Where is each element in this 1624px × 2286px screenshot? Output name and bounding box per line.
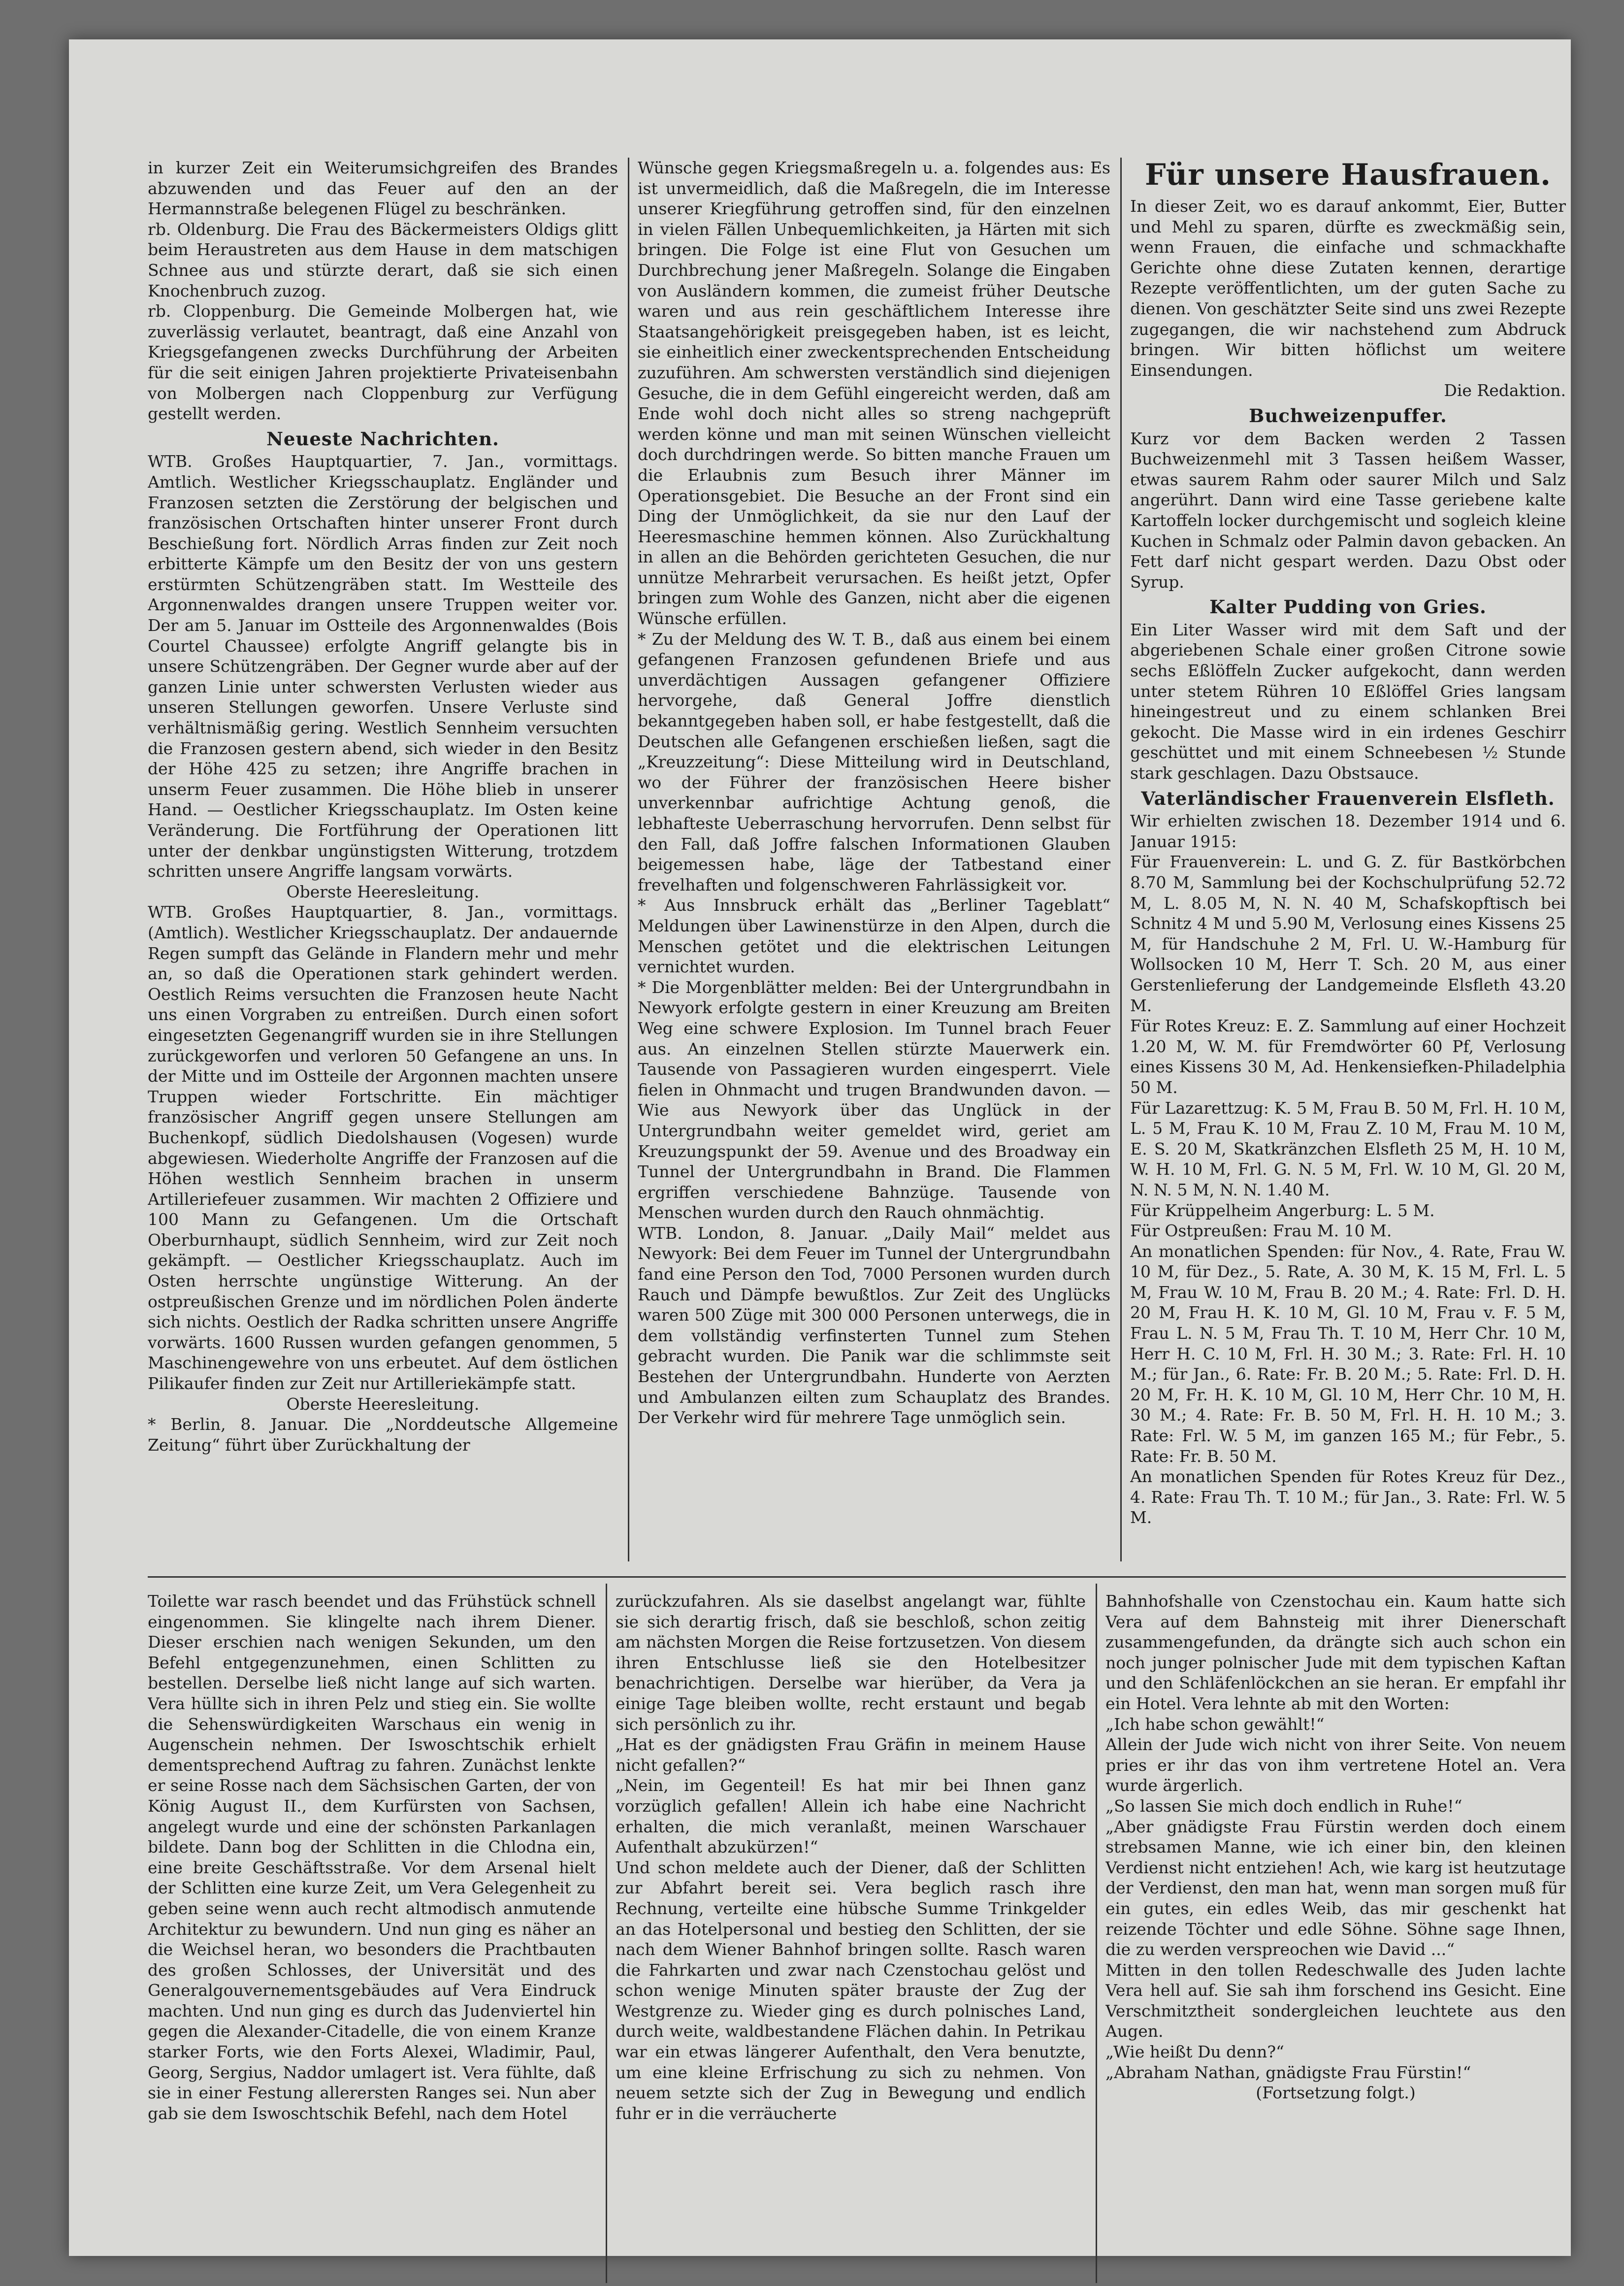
feuilleton-rule-1 bbox=[606, 1584, 607, 2283]
newspaper-page bbox=[148, 158, 1566, 2286]
continuation-note: (Fortsetzung folgt.) bbox=[1256, 2083, 1416, 2103]
top-column-2 bbox=[638, 158, 1110, 1561]
article-paragraph: „Ich habe schon gewählt!“ bbox=[1105, 1714, 1325, 1734]
article-paragraph: * Zu der Meldung des W. T. B., daß aus einem bei einem gefangenen Franzosen gefundenen Briefe und aus unverdächtigen Aussagen gefangener Offiziere hervorgehe, daß General Joffre dienstlich bekanntgegeben haben soll, er habe festgestellt, daß die Deutschen alle Gefangenen erschießen ließen, sagt die „Kreuzzeitung“: Diese Mitteilung wird in Deutschland, wo der Führer der französischen Heere bisher unverkennbar aufrichtige Achtung genoß, die lebhafteste Ueberraschung hervorrufen. Denn selbst für den Fall, daß Joffre falschen Informationen Glauben beigemessen habe, läge der Tatbestand einer frevelhaften und folgenschweren Fahrlässigkeit vor. bbox=[638, 629, 1110, 895]
feuilleton-column-1 bbox=[148, 1591, 596, 2286]
feuilleton-column-2 bbox=[616, 1591, 1086, 2286]
page-section-title: Für unsere Hausfrauen. bbox=[1144, 158, 1552, 192]
article-paragraph: Bahnhofshalle von Czenstochau ein. Kaum hatte sich Vera auf dem Bahnsteig mit ihrer Dienerschaft zusammengefunden, da drängte sich auch schon ein noch junger polnischer Jude mit dem typischen Kaftan und den Schläfenlöckchen an sie heran. Er empfahl ihr ein Hotel. Vera lehnte ab mit den Worten: bbox=[1105, 1591, 1566, 1713]
article-paragraph: Für Ostpreußen: Frau M. 10 M. bbox=[1130, 1221, 1392, 1241]
article-paragraph: rb. Cloppenburg. Die Gemeinde Molbergen hat, wie zuverlässig verlautet, beantragt, daß eine Anzahl von Kriegsgefangenen zwecks Durchführung der Arbeiten für die seit einigen Jahren projektierte Privateisenbahn von Molbergen nach Cloppenburg zur Verfügung gestellt werden. bbox=[148, 301, 618, 424]
article-paragraph: in kurzer Zeit ein Weiterumsichgreifen des Brandes abzuwenden und das Feuer auf den an der Hermannstraße belegenen Flügel zu beschränken. bbox=[148, 158, 618, 219]
feuilleton-rule-2 bbox=[1096, 1584, 1097, 2283]
top-column-3 bbox=[1130, 158, 1566, 1561]
signature-line: Oberste Heeresleitung. bbox=[286, 1394, 480, 1414]
section-heading: Buchweizenpuffer. bbox=[1249, 404, 1447, 427]
top-column-1 bbox=[148, 158, 618, 1561]
section-heading: Vaterländischer Frauenverein Elsfleth. bbox=[1141, 787, 1555, 809]
article-paragraph: WTB. London, 8. Januar. „Daily Mail“ meldet aus Newyork: Bei dem Feuer im Tunnel der Untergrundbahn fand eine Person den Tod, 7000 Personen wurden durch Rauch und Dämpfe bewußtlos. Zur Zeit des Unglücks waren 500 Züge mit 300 000 Personen unterwegs, die in dem vollständig verfinsterten Tunnel zum Stehen gebracht wurden. Die Panik war die schlimmste seit Bestehen der Untergrundbahn. Hunderte von Aerzten und Ambulanzen eilten zum Schauplatz des Brandes. Der Verkehr wird für mehrere Tage unmöglich sein. bbox=[638, 1223, 1110, 1427]
article-paragraph: * Berlin, 8. Januar. Die „Norddeutsche Allgemeine Zeitung“ führt über Zurückhaltung der bbox=[148, 1415, 618, 1455]
article-paragraph: An monatlichen Spenden für Rotes Kreuz für Dez., 4. Rate: Frau Th. T. 10 M.; für Jan., 3. Rate: Frl. W. 5 M. bbox=[1130, 1467, 1566, 1527]
article-paragraph: Für Frauenverein: L. und G. Z. für Bastkörbchen 8.70 M, Sammlung bei der Kochschulprüfung 52.72 M, L. 8.05 M, N. N. 40 M, Schafskopftisch bei Schnitz 4 M und 5.90 M, Verlosung eines Kissens 25 M, für Handschuhe 2 M, Frl. U. W.-Hamburg für Wollsocken 10 M, Herr T. Sch. 20 M, aus einer Gerstenlieferung der Landgemeinde Elsfleth 43.20 M. bbox=[1130, 852, 1566, 1015]
article-paragraph: WTB. Großes Hauptquartier, 7. Jan., vormittags. Amtlich. Westlicher Kriegsschauplatz. Engländer und Franzosen setzten die Zerstörung der belgischen und französischen Ortschaften hinter unserer Front durch Beschießung fort. Nördlich Arras finden zur Zeit noch erbitterte Kämpfe um den Besitz der von uns gestern erstürmten Schützengräben statt. Im Westteile des Argonnenwaldes drangen unsere Truppen weiter vor. Der am 5. Januar im Ostteile des Argonnenwaldes (Bois Courtel Chaussee) erfolgte Angriff gelangte bis in unsere Schützengräben. Der Gegner wurde aber auf der ganzen Linie unter schwersten Verlusten wieder aus unseren Stellungen geworfen. Unsere Verluste sind verhältnismäßig gering. Westlich Sennheim versuchten die Franzosen gestern abend, sich wieder in den Besitz der Höhe 425 zu setzen; ihre Angriffe brachen in unserm Feuer zusammen. Die Höhe blieb in unserer Hand. — Oestlicher Kriegsschauplatz. Im Osten keine Veränderung. Die Fortführung der Operationen litt unter der denkbar ungünstigsten Witterung, trotzdem schritten unsere Angriffe langsam vorwärts. bbox=[148, 452, 618, 881]
article-paragraph: Toilette war rasch beendet und das Frühstück schnell eingenommen. Sie klingelte nach ihrem Diener. Dieser erschien nach wenigen Sekunden, um den Befehl entgegenzunehmen, einen Schlitten zu bestellen. Derselbe ließ nicht lange auf sich warten. Vera hüllte sich in ihren Pelz und stieg ein. Sie wollte die Sehenswürdigkeiten Warschaus ein wenig in Augenschein nehmen. Der Iswoschtschik erhielt dementsprechend Auftrag zu fahren. Zunächst lenkte er seine Rosse nach dem Sächsischen Garten, der von König August II., dem Kurfürsten von Sachsen, angelegt wurde und eine der schönsten Parkanlagen bildete. Dann bog der Schlitten in die Chlodna ein, eine breite Geschäftsstraße. Vor dem Arsenal hielt der Schlitten eine kurze Zeit, um Vera Gelegenheit zu geben seine wenn auch recht altmodisch anmutende Architektur zu bewundern. Und nun ging es näher an die Weichsel heran, wo besonders die Prachtbauten des großen Schlosses, der Universität und des Generalgouvernementsgebäudes auf Vera Eindruck machten. Und nun ging es durch das Judenviertel hin gegen die Alexander-Citadelle, die von einem Kranze starker Forts, wie den Forts Alexei, Wladimir, Paul, Georg, Sergius, Naddor umlagert ist. Vera fühlte, daß sie in einer Festung allerersten Ranges sei. Nun aber gab sie dem Iswoschtschik Befehl, nach dem Hotel bbox=[148, 1591, 596, 2123]
column-rule-1 bbox=[628, 158, 629, 1561]
article-paragraph: „So lassen Sie mich doch endlich in Ruhe!“ bbox=[1105, 1796, 1462, 1816]
feuilleton-column-3 bbox=[1105, 1591, 1566, 2286]
article-paragraph: Kurz vor dem Backen werden 2 Tassen Buchweizenmehl mit 3 Tassen heißem Wasser, etwas saurem Rahm oder saurer Milch und Salz angerührt. Dann wird eine Tasse geriebene kalte Kartoffeln locker durchgemischt und sogleich kleine Kuchen in Schmalz oder Palmin davon gebacken. An Fett darf nicht gespart werden. Dazu Obst oder Syrup. bbox=[1130, 429, 1566, 592]
article-paragraph: „Hat es der gnädigsten Frau Gräfin in meinem Hause nicht gefallen?“ bbox=[616, 1735, 1086, 1775]
article-paragraph: Allein der Jude wich nicht von ihrer Seite. Von neuem pries er ihr das von ihm vertretene Hotel an. Vera wurde ärgerlich. bbox=[1105, 1735, 1566, 1795]
article-paragraph: Wünsche gegen Kriegsmaßregeln u. a. folgendes aus: Es ist unvermeidlich, daß die Maßregeln, die im Interesse unserer Kriegführung getroffen sind, für den einzelnen in vielen Fällen Unbequemlichkeiten, ja Härten mit sich bringen. Die Folge ist eine Flut von Gesuchen um Durchbrechung jener Maßregeln. Solange die Eingaben von Ausländern kommen, die zumeist früher Deutsche waren und aus rein geschäftlichem Interesse ihre Staatsangehörigkeit preisgegeben haben, ist es leicht, sie einheitlich einer zweckentsprechenden Entscheidung zuzuführen. Am schwersten verständlich sind diejenigen Gesuche, die in dem Gefühl eingereicht werden, daß am Ende wohl doch nicht alles so streng nachgeprüft werden könne und man mit seinen Wünschen vielleicht doch durchdringen werde. So bitten manche Frauen um die Erlaubnis zum Besuch ihrer Männer im Operationsgebiet. Die Besuche an der Front sind ein Ding der Unmöglichkeit, da sie nur den Lauf der Heeresmaschine hemmen können. Also Zurückhaltung in allen an die Behörden gerichteten Gesuchen, die nur unnütze Mehrarbeit verursachen. Es heißt jetzt, Opfer bringen zum Wohle des Ganzen, nicht aber die eigenen Wünsche erfüllen. bbox=[638, 158, 1110, 629]
article-paragraph: zurückzufahren. Als sie daselbst angelangt war, fühlte sie sich derartig frisch, daß sie beschloß, schon zeitig am nächsten Morgen die Reise fortzusetzen. Von diesem ihren Entschlusse ließ sie den Hotelbesitzer benachrichtigen. Derselbe war hierüber, da Vera ja einige Tage bleiben wollte, recht erstaunt und begab sich persönlich zu ihr. bbox=[616, 1591, 1086, 1734]
section-heading: Neueste Nachrichten. bbox=[266, 428, 499, 450]
section-heading: Kalter Pudding von Gries. bbox=[1209, 596, 1487, 618]
article-paragraph: „Wie heißt Du denn?“ bbox=[1105, 2042, 1284, 2062]
article-paragraph: * Aus Innsbruck erhält das „Berliner Tageblatt“ Meldungen über Lawinenstürze in den Alpen, durch die Menschen getötet und die elektrischen Leitungen vernichtet wurden. bbox=[638, 895, 1110, 977]
article-paragraph: Für Rotes Kreuz: E. Z. Sammlung auf einer Hochzeit 1.20 M, W. M. für Fremdwörter 60 Pf, Verlosung eines Kissens 30 M, Ad. Henkensiefken-Philadelphia 50 M. bbox=[1130, 1016, 1566, 1097]
section-rule bbox=[148, 1576, 1566, 1578]
article-paragraph: In dieser Zeit, wo es darauf ankommt, Eier, Butter und Mehl zu sparen, dürfte es zweckmäßig sein, wenn Frauen, die einfache und schmackhafte Gerichte ohne diese Zutaten kennen, derartige Rezepte veröffentlichten, um der guten Sache zu dienen. Von geschätzter Seite sind uns zwei Rezepte zugegangen, die wir nachstehend zum Abdruck bringen. Wir bitten höflichst um weitere Einsendungen. bbox=[1130, 197, 1566, 380]
article-paragraph: rb. Oldenburg. Die Frau des Bäckermeisters Oldigs glitt beim Heraustreten aus dem Hause in dem matschigen Schnee aus und stürzte derart, daß sie sich einen Knochenbruch zuzog. bbox=[148, 219, 618, 300]
article-paragraph: Ein Liter Wasser wird mit dem Saft und der abgeriebenen Schale einer großen Citrone sowie sechs Eßlöffeln Zucker aufgekocht, dann werden unter stetem Rühren 10 Eßlöffel Gries langsam hineingestreut und zu einem schlanken Brei gekocht. Die Masse wird in ein irdenes Geschirr geschüttet und mit einem Schneebesen ½ Stunde stark geschlagen. Dazu Obstsauce. bbox=[1130, 620, 1566, 783]
article-paragraph: „Nein, im Gegenteil! Es hat mir bei Ihnen ganz vorzüglich gefallen! Allein ich habe eine Nachricht erhalten, die mich veranlaßt, meinen Warschauer Aufenthalt abzukürzen!“ bbox=[616, 1776, 1086, 1857]
article-paragraph: „Abraham Nathan, gnädigste Frau Fürstin!“ bbox=[1105, 2062, 1471, 2082]
article-paragraph: Für Lazarettzug: K. 5 M, Frau B. 50 M, Frl. H. 10 M, L. 5 M, Frau K. 10 M, Frau Z. 10 M, Frau M. 10 M, E. S. 20 M, Skatkränzchen Elsfleth 25 M, H. 10 M, W. H. 10 M, Frl. G. N. 5 M, Frl. W. 10 M, Gl. 20 M, N. N. 5 M, N. N. 1.40 M. bbox=[1130, 1098, 1566, 1199]
signature-line: Die Redaktion. bbox=[1444, 381, 1566, 400]
article-paragraph: Für Krüppelheim Angerburg: L. 5 M. bbox=[1130, 1200, 1435, 1220]
article-paragraph: An monatlichen Spenden: für Nov., 4. Rate, Frau W. 10 M, für Dez., 5. Rate, A. 30 M, K. 15 M, Frl. L. 5 M, Frau W. 10 M, Frau B. 20 M.; 4. Rate: Frl. D. H. 20 M, Frau H. K. 10 M, Gl. 10 M, Frau v. F. 5 M, Frau L. N. 5 M, Frau Th. T. 10 M, Herr Chr. 10 M, Herr H. C. 10 M, Frl. H. 30 M.; 3. Rate: Frl. H. 10 M.; für Jan., 6. Rate: Fr. B. 20 M.; 5. Rate: Frl. D. H. 20 M, Fr. H. K. 10 M, Gl. 10 M, Herr Chr. 10 M, H. 30 M.; 4. Rate: Fr. B. 50 M, Frl. H. H. 10 M.; 3. Rate: Frl. W. 5 M, im ganzen 165 M.; für Febr., 5. Rate: Fr. B. 50 M. bbox=[1130, 1241, 1566, 1466]
article-paragraph: Mitten in den tollen Redeschwalle des Juden lachte Vera hell auf. Sie sah ihm forschend ins Gesicht. Eine Verschmitztheit sondergleichen leuchtete aus den Augen. bbox=[1105, 1960, 1566, 2041]
column-rule-2 bbox=[1120, 158, 1122, 1561]
article-paragraph: * Die Morgenblätter melden: Bei der Untergrundbahn in Newyork erfolgte gestern in einer Kreuzung am Breiten Weg eine schwere Explosion. Im Tunnel brach Feuer aus. An einzelnen Stellen stürzte Mauerwerk ein. Tausende von Passagieren wurden eingesperrt. Viele fielen in Ohnmacht und trugen Brandwunden davon. — Wie aus Newyork über das Unglück in der Untergrundbahn weiter gemeldet wird, geriet am Kreuzungspunkt der 59. Avenue und des Broadway ein Tunnel der Untergrundbahn in Brand. Die Flammen ergriffen verschiedene Bahnzüge. Tausende von Menschen wurden durch den Rauch ohnmächtig. bbox=[638, 977, 1110, 1223]
article-paragraph: Und schon meldete auch der Diener, daß der Schlitten zur Abfahrt bereit sei. Vera beglich rasch ihre Rechnung, verteilte eine hübsche Summe Trinkgelder an das Hotelpersonal und bestieg den Schlitten, der sie nach dem Wiener Bahnhof bringen sollte. Rasch waren die Fahrkarten und zwar nach Czenstochau gelöst und schon wenige Minuten später brauste der Zug der Westgrenze zu. Wieder ging es durch polnisches Land, durch weite, waldbestandene Flächen dahin. In Petrikau war ein etwas längerer Aufenthalt, den Vera benutzte, um eine kleine Erfrischung zu sich zu nehmen. Von neuem setzte sich der Zug in Bewegung und endlich fuhr er in die verräucherte bbox=[616, 1857, 1086, 2123]
article-paragraph: WTB. Großes Hauptquartier, 8. Jan., vormittags. (Amtlich). Westlicher Kriegsschauplatz. Der andauernde Regen sumpft das Gelände in Flandern mehr und mehr an, so daß die Operationen stark gehindert werden. Oestlich Reims versuchten die Franzosen heute Nacht uns einen Vorgraben zu entreißen. Durch einen sofort eingesetzten Gegenangriff wurden sie in ihre Stellungen zurückgeworfen und verloren 50 Gefangene an uns. In der Mitte und im Ostteile der Argonnen machten unsere Truppen wieder Fortschritte. Ein mächtiger französischer Angriff gegen unsere Stellungen am Buchenkopf, südlich Diedolshausen (Vogesen) wurde abgewiesen. Wiederholte Angriffe der Franzosen auf die Höhen westlich Sennheim brachen in unserm Artilleriefeuer zusammen. Wir machten 2 Offiziere und 100 Mann zu Gefangenen. Um die Ortschaft Oberburnhaupt, südlich Sennheim, wird zur Zeit noch gekämpft. — Oestlicher Kriegsschauplatz. Auch im Osten herrschte ungünstige Witterung. An der ostpreußischen Grenze und im nördlichen Polen änderte sich nichts. Oestlich der Radka schritten unsere Angriffe vorwärts. 1600 Russen wurden gefangen genommen, 5 Maschinengewehre von uns erbeutet. Auf dem östlichen Pilikaufer finden zur Zeit nur Artilleriekämpfe statt. bbox=[148, 902, 618, 1393]
article-paragraph: „Aber gnädigste Frau Fürstin werden doch einem strebsamen Manne, wie ich einer bin, den kleinen Verdienst nicht entziehen! Ach, wie karg ist heutzutage der Verdienst, den man hat, wenn man sorgen muß für ein gutes, ein edles Weib, das mir geschenkt hat reizende Töchter und edle Söhne. Söhne sage Ihnen, die zu werden verspreochen wie David ...“ bbox=[1105, 1817, 1566, 1959]
newspaper-sheet bbox=[69, 39, 1571, 2256]
article-paragraph: Wir erhielten zwischen 18. Dezember 1914 und 6. Januar 1915: bbox=[1130, 811, 1566, 851]
signature-line: Oberste Heeresleitung. bbox=[286, 882, 480, 901]
